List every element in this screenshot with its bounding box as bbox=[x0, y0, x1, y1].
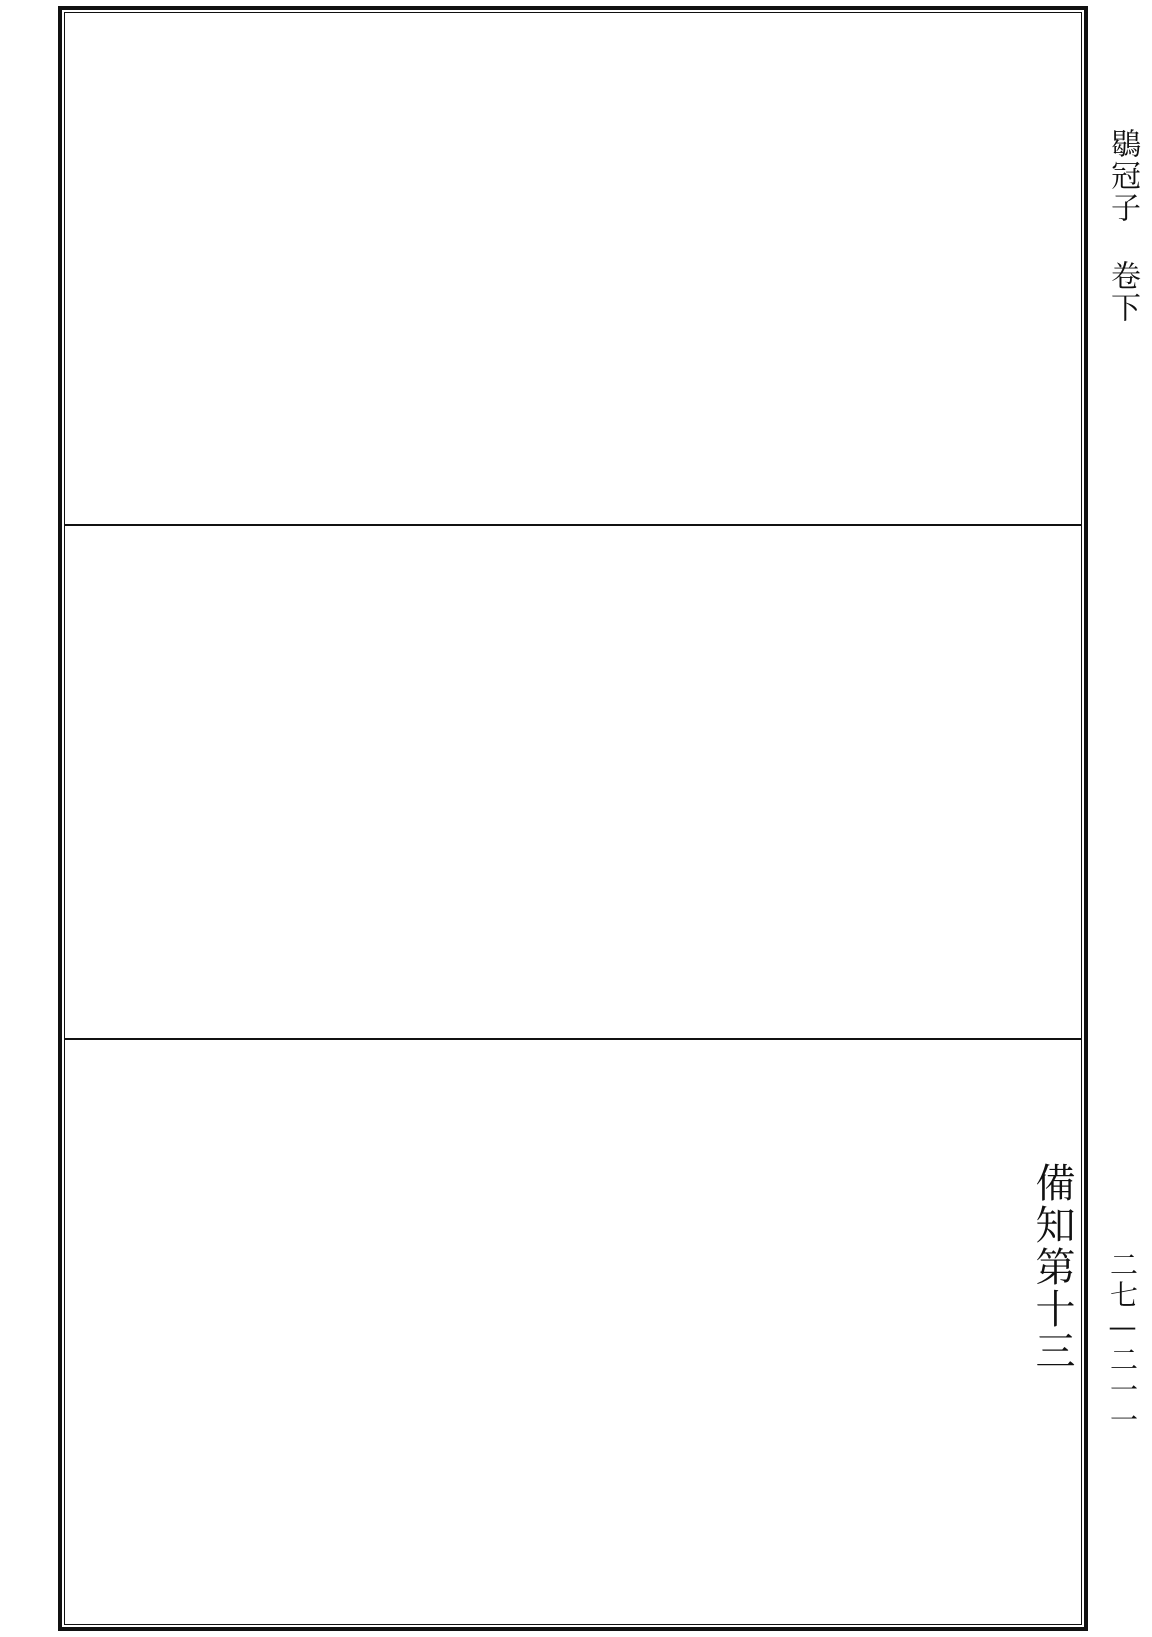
chapter-heading: 備知第十三 bbox=[1029, 1162, 1075, 1372]
text-columns bbox=[66, 1042, 1080, 1622]
text-columns bbox=[66, 14, 1080, 522]
register-divider bbox=[64, 1038, 1082, 1040]
register-divider bbox=[64, 524, 1082, 526]
register-middle bbox=[66, 528, 1080, 1036]
register-bottom bbox=[66, 1042, 1080, 1622]
page-number: 二七—二一一 bbox=[1106, 1250, 1139, 1435]
register-top bbox=[66, 14, 1080, 522]
text-columns bbox=[66, 528, 1080, 1036]
book-title: 鶡冠子 bbox=[1105, 128, 1140, 224]
chapter-label: 卷下 bbox=[1105, 260, 1140, 324]
